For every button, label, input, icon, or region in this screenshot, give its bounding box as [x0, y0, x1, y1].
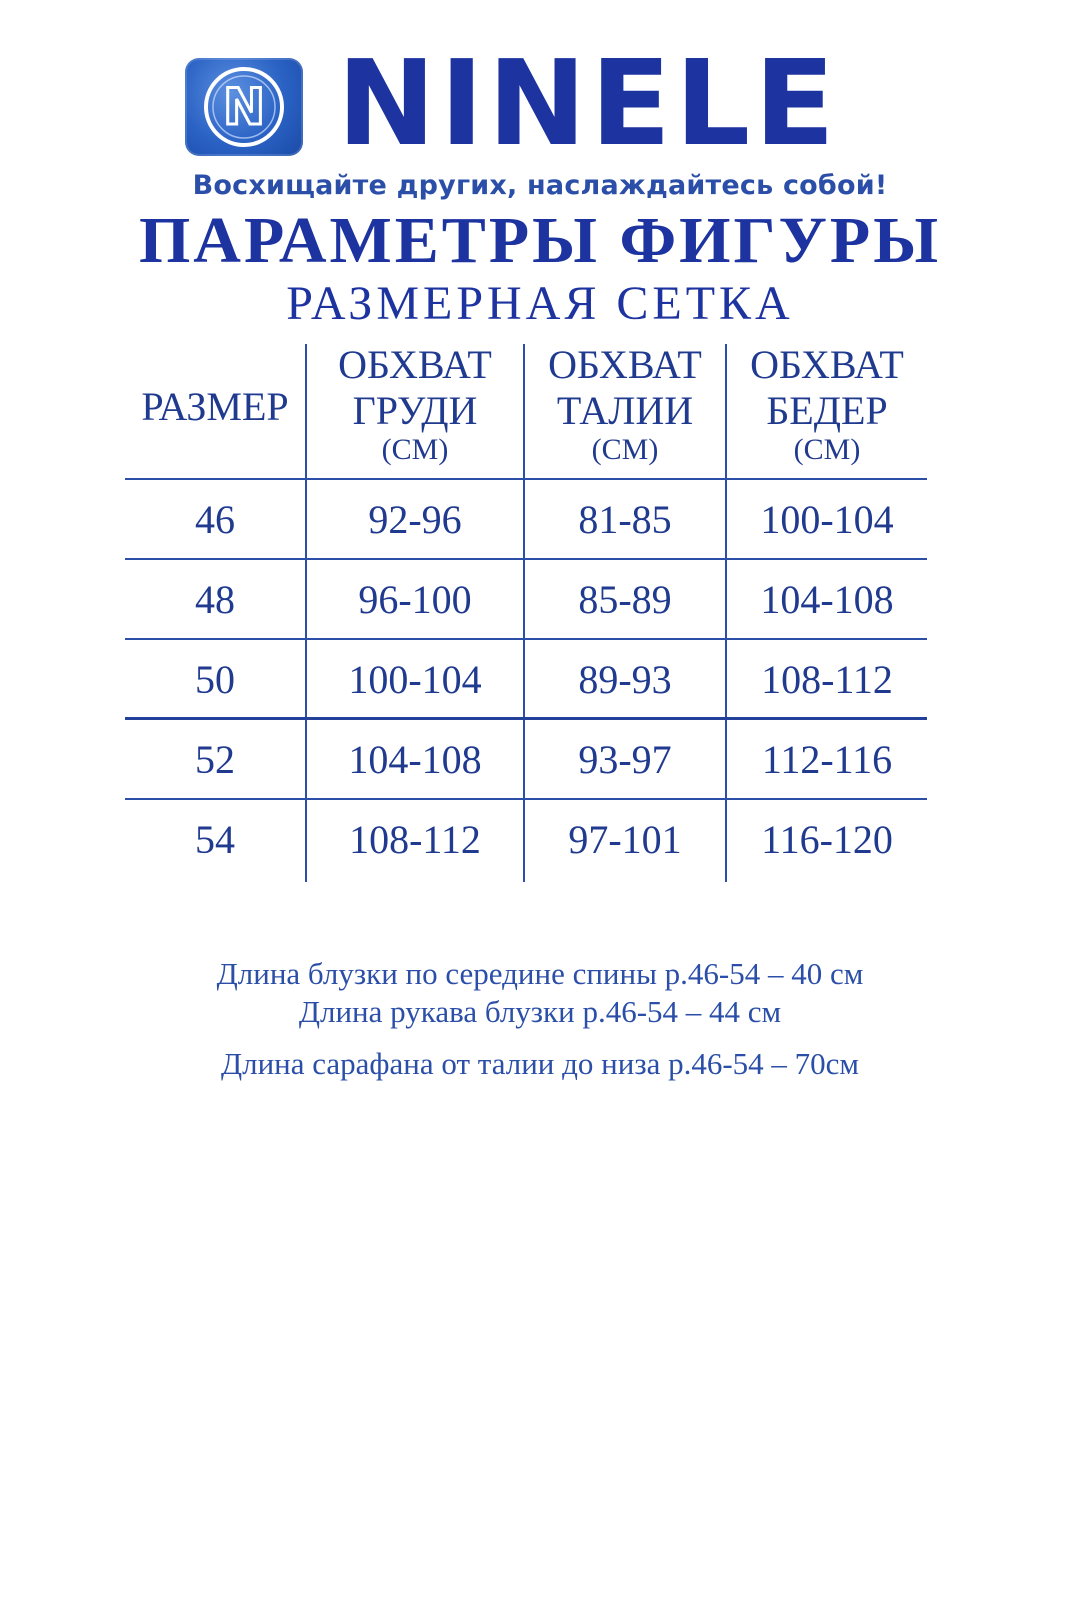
header-chest-unit: (СМ) [381, 433, 449, 466]
table-divider-h5 [125, 798, 927, 800]
cell-size-48: 48 [195, 577, 235, 622]
header-chest-line2: ГРУДИ [352, 388, 478, 433]
brand-logo [185, 34, 925, 172]
table-divider-h3 [125, 638, 927, 640]
cell-waist-52: 93-97 [578, 737, 672, 782]
cell-chest-46: 92-96 [368, 497, 462, 542]
cell-hips-48: 104-108 [760, 577, 894, 622]
badge-emblem-icon [185, 58, 303, 156]
page-subtitle: РАЗМЕРНАЯ СЕТКА [286, 277, 794, 330]
cell-waist-48: 85-89 [578, 577, 672, 622]
table-divider-v1 [305, 344, 307, 882]
cell-chest-54: 108-112 [349, 817, 481, 862]
cell-waist-50: 89-93 [578, 657, 672, 702]
note-blouse-length: Длина блузки по середине спины р.46-54 – 40 см [216, 956, 864, 991]
cell-hips-50: 108-112 [761, 657, 893, 702]
table-divider-v3 [725, 344, 727, 882]
header-hips-line1: ОБХВАТ [750, 342, 904, 387]
table-divider-h2 [125, 558, 927, 560]
cell-waist-54: 97-101 [568, 817, 682, 862]
cell-chest-48: 96-100 [358, 577, 472, 622]
measurement-notes [0, 955, 1080, 1083]
header-size-label: РАЗМЕР [141, 384, 289, 429]
header-waist-line2: ТАЛИИ [556, 388, 694, 433]
brand-name: NINELE [337, 34, 839, 172]
badge-letter: N [223, 78, 265, 136]
size-table [125, 342, 945, 890]
header-chest [307, 342, 523, 466]
cell-chest-50: 100-104 [348, 657, 482, 702]
cell-size-50: 50 [195, 657, 235, 702]
cell-size-54: 54 [195, 817, 235, 862]
table-divider-h4 [125, 717, 927, 720]
cell-size-46: 46 [195, 497, 235, 542]
table-divider-h1 [125, 478, 927, 480]
page-title: ПАРАМЕТРЫ ФИГУРЫ [138, 204, 942, 277]
note-sleeve-length: Длина рукава блузки р.46-54 – 44 см [298, 994, 782, 1029]
cell-chest-52: 104-108 [348, 737, 482, 782]
note-sundress-length: Длина сарафана от талии до низа р.46-54 – 70см [220, 1046, 860, 1081]
header-hips-line2: БЕДЕР [766, 388, 888, 433]
brand-badge-icon [185, 58, 303, 156]
cell-size-52: 52 [195, 737, 235, 782]
header-waist-line1: ОБХВАТ [548, 342, 702, 387]
cell-waist-46: 81-85 [578, 497, 672, 542]
header-size [125, 384, 305, 430]
cell-hips-52: 112-116 [761, 737, 893, 782]
header-waist-unit: (СМ) [591, 433, 659, 466]
header-hips [727, 342, 927, 466]
cell-hips-54: 116-120 [761, 817, 893, 862]
brand-tagline: Восхищайте других, наслаждайтесь собой! [192, 170, 888, 201]
table-divider-v2 [523, 344, 525, 882]
cell-hips-46: 100-104 [760, 497, 894, 542]
header-waist [525, 342, 725, 466]
header-hips-unit: (СМ) [793, 433, 861, 466]
header-chest-line1: ОБХВАТ [338, 342, 492, 387]
